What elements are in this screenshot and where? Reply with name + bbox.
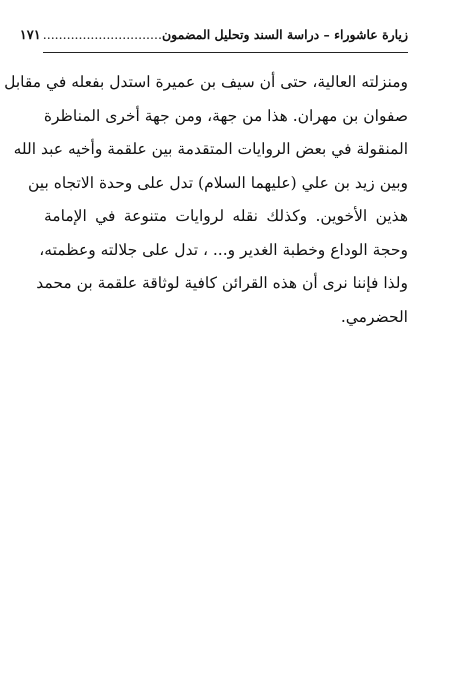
running-header (19, 27, 408, 49)
text-line: هذين الأخوين. وكذلك نقله لروايات متنوعة في الإمامة (44, 207, 408, 225)
page-number: ١٧١ (19, 28, 41, 43)
running-title: زيارة عاشوراء – دراسة السند وتحليل المضمون (161, 27, 408, 42)
header-divider (43, 52, 408, 53)
text-line: المنقولة في بعض الروايات المتقدمة بين علقمة وأخيه عبد الله (13, 140, 408, 158)
text-line: وبين زيد بن علي (عليهما السلام) تدل على وحدة الاتجاه بين (27, 173, 408, 192)
running-header-page (20, 27, 162, 43)
text-line: وحجة الوداع وخطبة الغدير و... ، تدل على جلالته وعظمته، (39, 240, 408, 259)
text-line: الحضرمي. (340, 307, 408, 326)
text-line: ومنزلته العالية، حتى أن سيف بن عميرة استدل بفعله في مقابل (4, 73, 408, 91)
text-line: صفوان بن مهران. هذا من جهة، ومن جهة أخرى المناظرة (43, 106, 408, 125)
text-line: ولذا فإننا نرى أن هذه القرائن كافية لوثاقة علقمة بن محمد (36, 274, 408, 292)
body-paragraph (4, 66, 408, 334)
dot-leader: .............................. (42, 27, 162, 42)
